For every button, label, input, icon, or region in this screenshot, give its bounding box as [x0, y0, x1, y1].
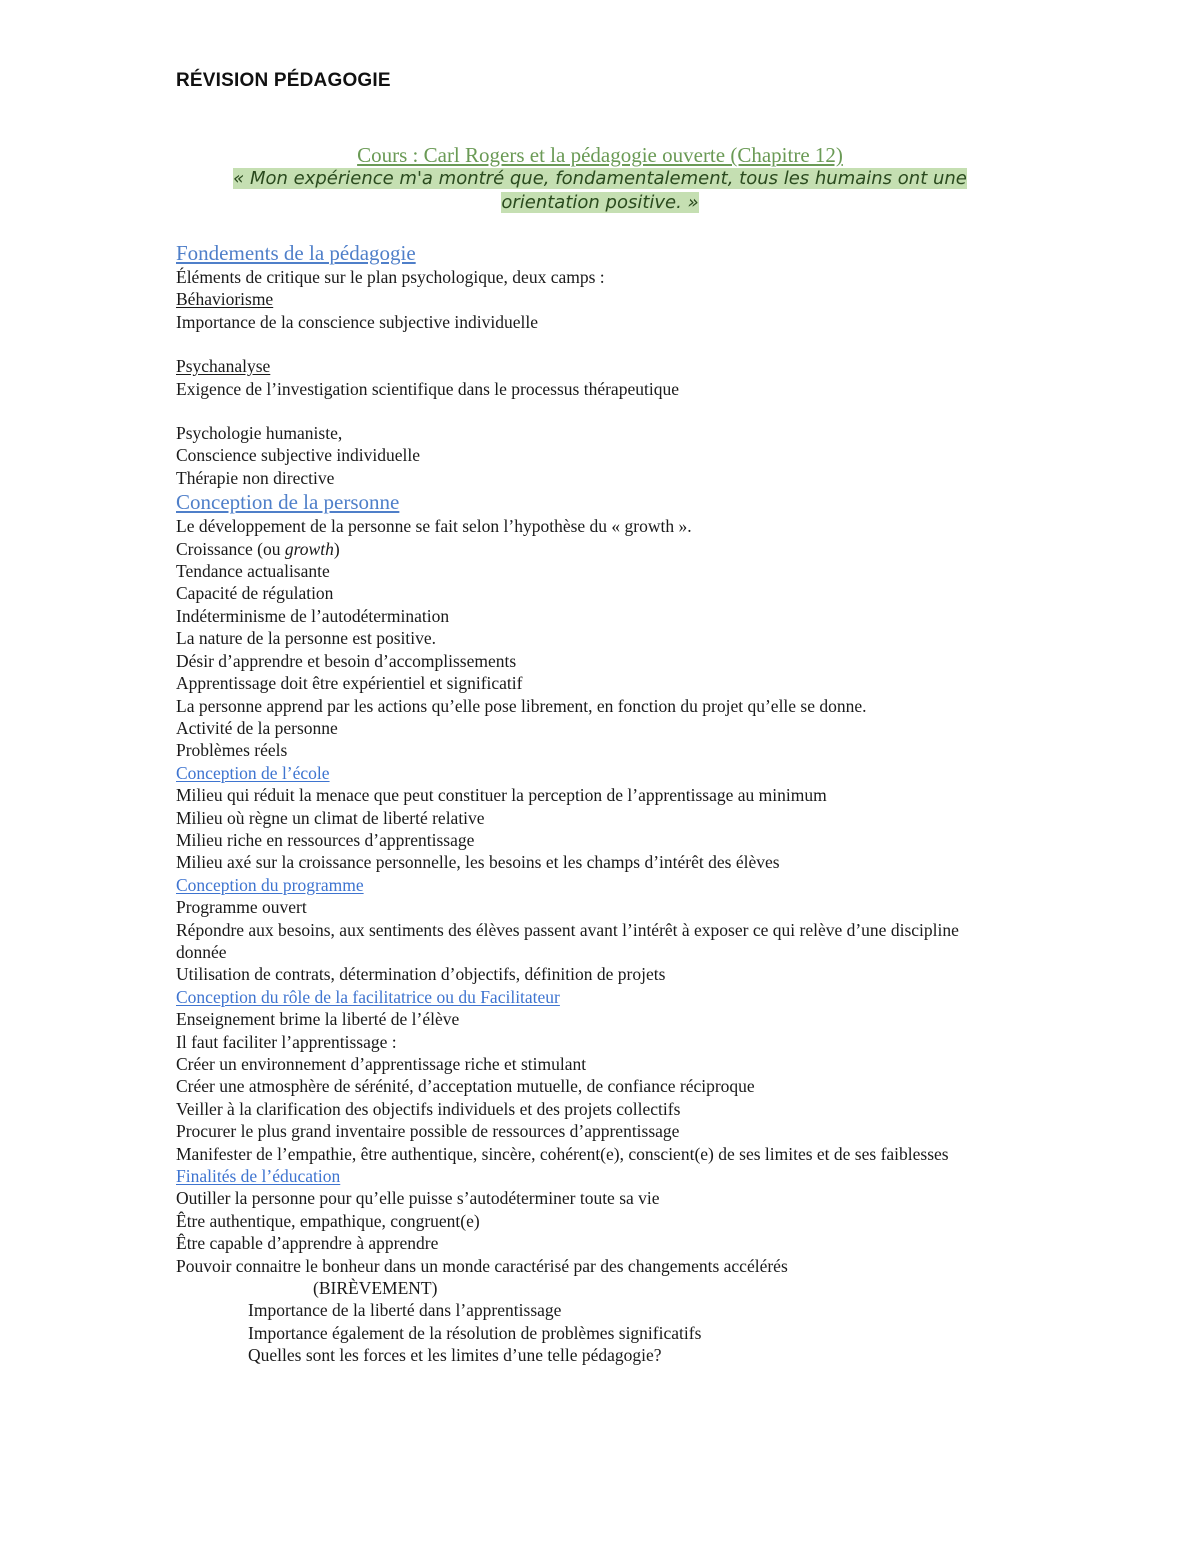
finalites-item: Être authentique, empathique, congruent(e) [176, 1210, 480, 1231]
brievement-label: (BIRÈVEMENT) [313, 1278, 438, 1299]
facilitateur-item: Manifester de l’empathie, être authentique, sincère, cohérent(e), conscient(e) de ses limites et de ses faiblesses [176, 1143, 949, 1164]
humanist-line: Thérapie non directive [176, 467, 335, 488]
finalites-item: Outiller la personne pour qu’elle puisse s’autodéterminer toute sa vie [176, 1188, 660, 1209]
finalites-item: Être capable d’apprendre à apprendre [176, 1233, 439, 1254]
behaviorisme-text: Importance de la conscience subjective individuelle [176, 311, 539, 332]
personne-item: La nature de la personne est positive. [176, 628, 436, 649]
ecole-item: Milieu riche en ressources d’apprentissage [176, 829, 475, 850]
brievement-item: Quelles sont les forces et les limites d’une telle pédagogie? [248, 1345, 662, 1366]
personne-item: Apprentissage doit être expérientiel et significatif [176, 673, 523, 694]
quote-block [170, 167, 1030, 215]
finalites-item: Pouvoir connaitre le bonheur dans un monde caractérisé par des changements accélérés [176, 1255, 788, 1276]
ecole-item: Milieu axé sur la croissance personnelle, les besoins et les champs d’intérêt des élèves [176, 852, 780, 873]
personne-item: La personne apprend par les actions qu’elle pose librement, en fonction du projet qu’elle se donne. [176, 695, 867, 716]
heading-facilitateur: Conception du rôle de la facilitatrice ou du Facilitateur [176, 986, 560, 1007]
croissance-post: ) [333, 538, 340, 559]
document-body [176, 240, 996, 1367]
humanist-line: Psychologie humaniste, [176, 423, 343, 444]
personne-item: Capacité de régulation [176, 583, 334, 604]
facilitateur-item: Procurer le plus grand inventaire possible de ressources d’apprentissage [176, 1121, 680, 1142]
heading-fondements: Fondements de la pédagogie [176, 241, 416, 265]
personne-item: Désir d’apprendre et besoin d’accomplissements [176, 650, 517, 671]
heading-programme: Conception du programme [176, 874, 364, 895]
personne-item: Problèmes réels [176, 740, 288, 761]
fondements-intro: Éléments de critique sur le plan psychologique, deux camps : [176, 267, 605, 287]
croissance-pre: Croissance (ou [176, 538, 285, 559]
programme-item: Répondre aux besoins, aux sentiments des élèves passent avant l’intérêt à exposer ce qui relève d’une discipline donnée [176, 919, 959, 962]
facilitateur-item: Il faut faciliter l’apprentissage : [176, 1031, 397, 1052]
croissance-line [176, 538, 996, 560]
facilitateur-item: Veiller à la clarification des objectifs individuels et des projets collectifs [176, 1098, 681, 1119]
psychanalyse-text: Exigence de l’investigation scientifique dans le processus thérapeutique [176, 378, 679, 399]
quote-line-1: « Mon expérience m'a montré que, fondamentalement, tous les humains ont une [233, 168, 967, 189]
heading-finalites: Finalités de l’éducation [176, 1166, 341, 1187]
facilitateur-item: Créer un environnement d’apprentissage riche et stimulant [176, 1054, 587, 1074]
personne-item: Activité de la personne [176, 717, 338, 738]
croissance-em: growth [284, 538, 334, 559]
heading-personne: Conception de la personne [176, 490, 400, 515]
psychanalyse-title: Psychanalyse [176, 356, 271, 377]
brievement-item: Importance également de la résolution de problèmes significatifs [248, 1322, 702, 1343]
personne-item: Tendance actualisante [176, 561, 330, 582]
ecole-item: Milieu où règne un climat de liberté relative [176, 807, 485, 828]
programme-item: Utilisation de contrats, détermination d’objectifs, définition de projets [176, 964, 666, 985]
personne-item: Indéterminisme de l’autodétermination [176, 605, 450, 626]
personne-line: Le développement de la personne se fait selon l’hypothèse du « growth ». [176, 516, 692, 537]
document-title: RÉVISION PÉDAGOGIE [176, 70, 391, 91]
programme-item: Programme ouvert [176, 897, 307, 918]
spacer [176, 333, 996, 355]
facilitateur-item: Créer une atmosphère de sérénité, d’acceptation mutuelle, de confiance réciproque [176, 1076, 755, 1097]
humanist-line: Conscience subjective individuelle [176, 445, 420, 466]
ecole-item: Milieu qui réduit la menace que peut constituer la perception de l’apprentissage au minimum [176, 785, 827, 806]
quote-line-2: orientation positive. » [501, 192, 699, 213]
heading-ecole: Conception de l’école [176, 762, 330, 783]
spacer [176, 400, 996, 422]
course-title: Cours : Carl Rogers et la pédagogie ouverte (Chapitre 12) [357, 143, 843, 167]
behaviorisme-title: Béhaviorisme [176, 289, 274, 310]
brievement-item: Importance de la liberté dans l’apprentissage [248, 1300, 562, 1321]
facilitateur-item: Enseignement brime la liberté de l’élève [176, 1009, 460, 1030]
